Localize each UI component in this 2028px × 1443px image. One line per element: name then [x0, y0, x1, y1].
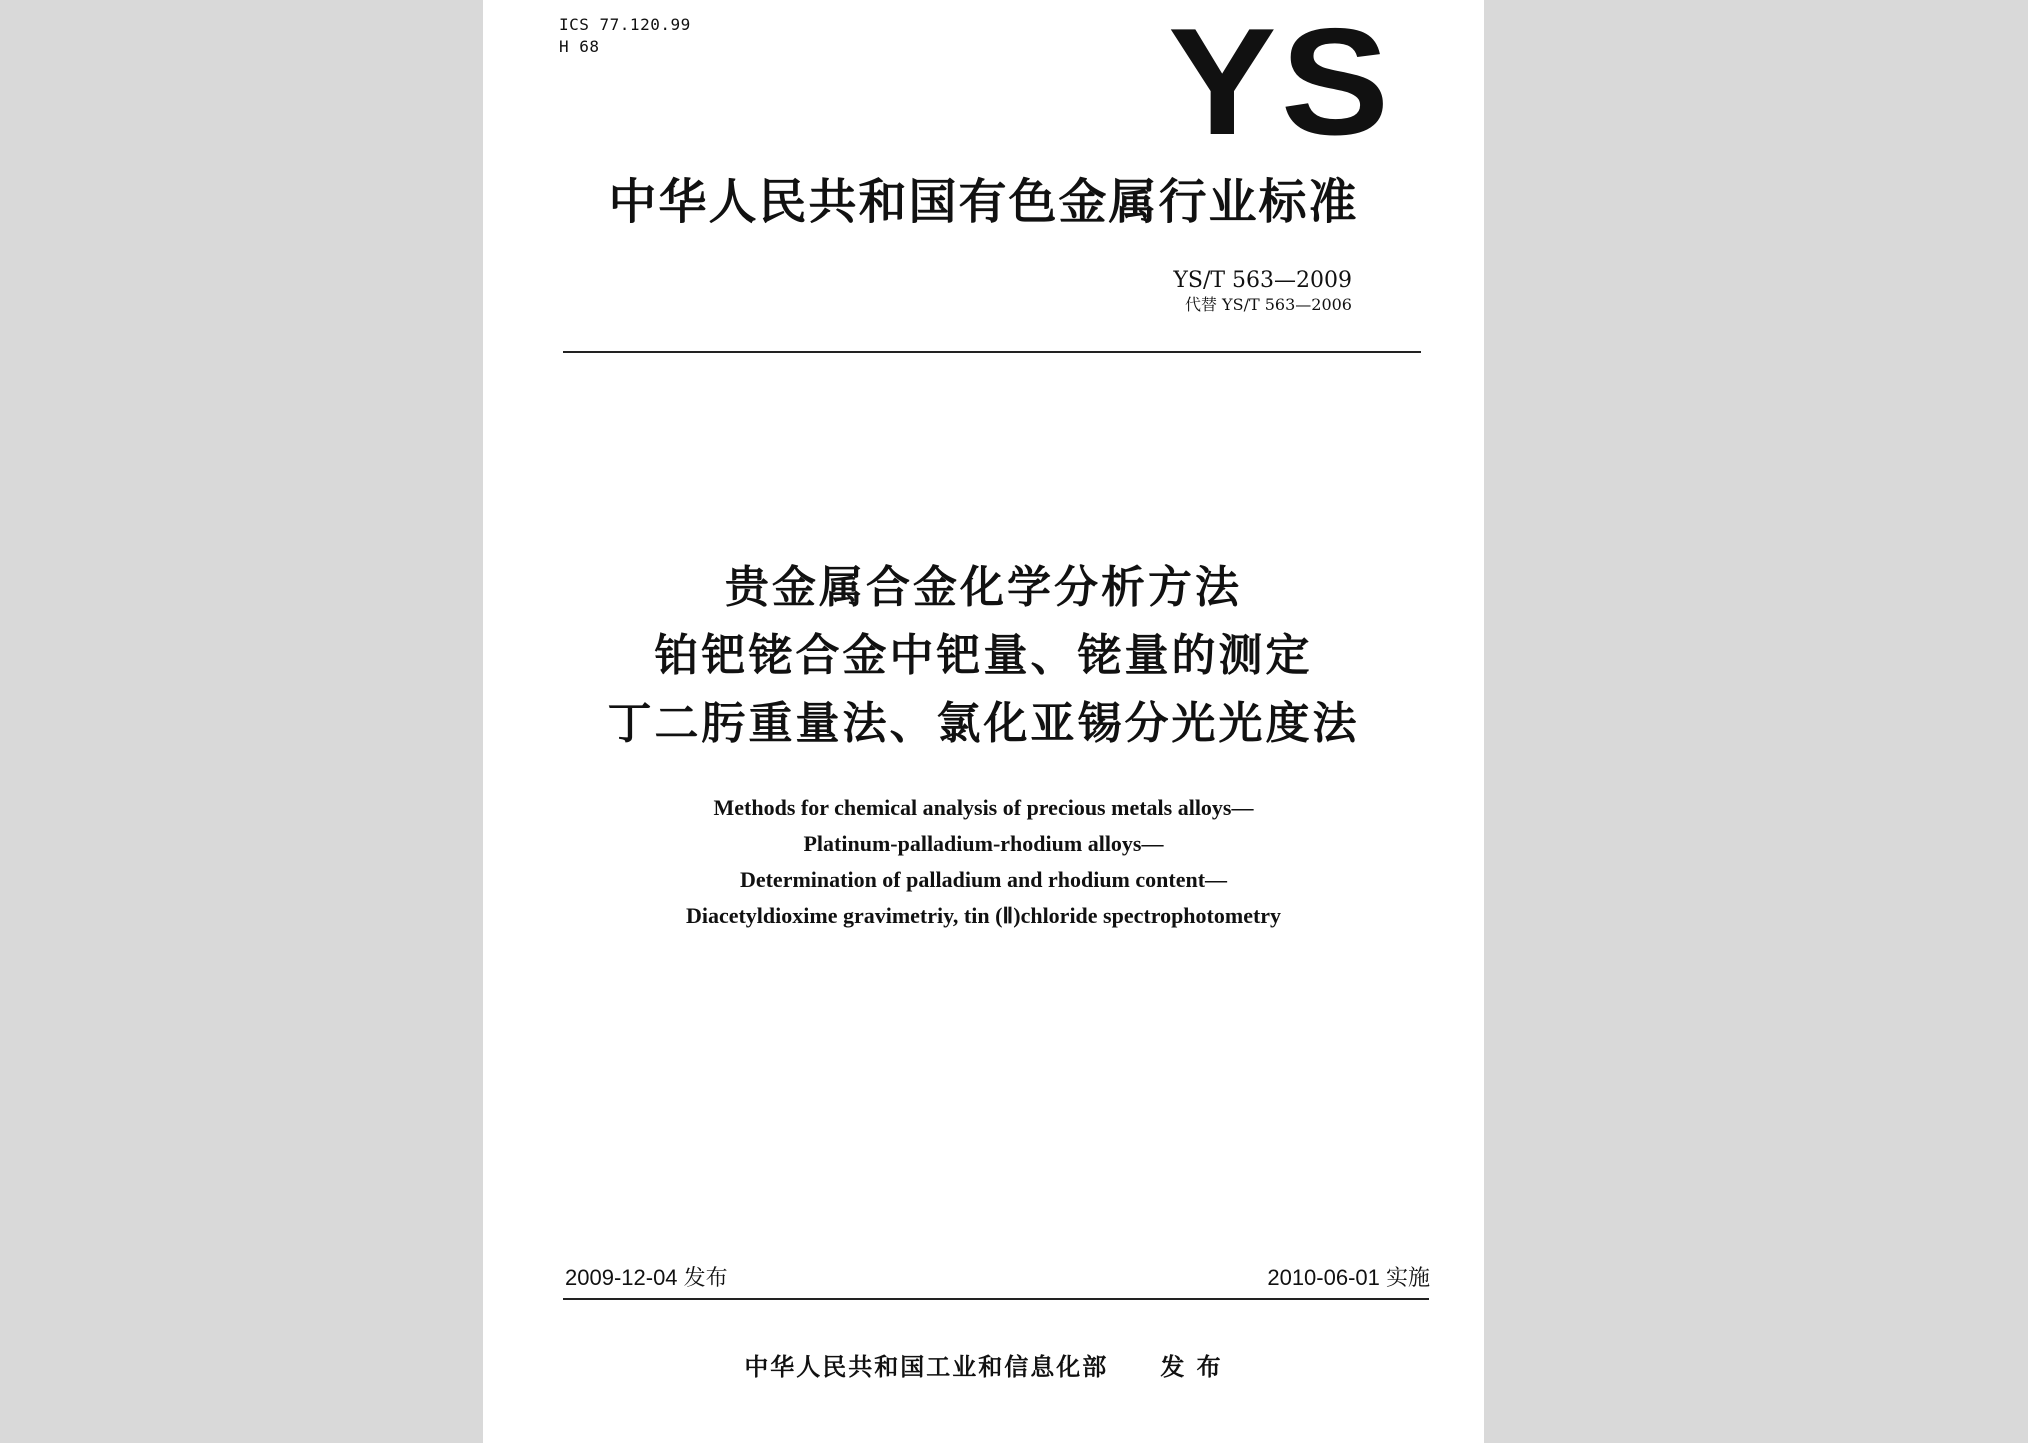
issue-date: 2009-12-04 发布 [565, 1265, 728, 1290]
en-title-line-2: Platinum-palladium-rhodium alloys— [803, 831, 1164, 856]
classification-codes [559, 14, 691, 58]
ys-logo: YS [1168, 0, 1394, 167]
replaces-code: 代替 YS/T 563—2006 [1184, 295, 1352, 314]
top-divider [563, 351, 1421, 353]
implementation-date: 2010-06-01 实施 [1267, 1265, 1430, 1290]
en-title-line-4: Diacetyldioxime gravimetriy, tin (Ⅱ)chloride spectrophotometry [685, 903, 1282, 928]
ics-code: ICS 77.120.99 [559, 15, 691, 34]
cn-title-line-1: 贵金属合金化学分析方法 [725, 562, 1242, 613]
standard-code: YS/T 563—2009 [1173, 268, 1352, 293]
en-title-line-3: Determination of palladium and rhodium content— [739, 867, 1228, 892]
ccs-code: H 68 [559, 37, 600, 56]
publisher-name: 中华人民共和国工业和信息化部 [744, 1353, 1109, 1381]
standard-cover-page [483, 0, 1484, 1443]
bottom-divider [563, 1298, 1429, 1300]
standard-category-title: 中华人民共和国有色金属行业标准 [608, 174, 1359, 230]
cn-title-line-3: 丁二肟重量法、氯化亚锡分光光度法 [607, 698, 1360, 749]
publisher-line [483, 1351, 1484, 1383]
cn-title-line-2: 铂钯铑合金中钯量、铑量的测定 [654, 630, 1313, 681]
en-title-line-1: Methods for chemical analysis of precious metals alloys— [713, 795, 1254, 820]
publish-action: 发 布 [1160, 1353, 1223, 1381]
